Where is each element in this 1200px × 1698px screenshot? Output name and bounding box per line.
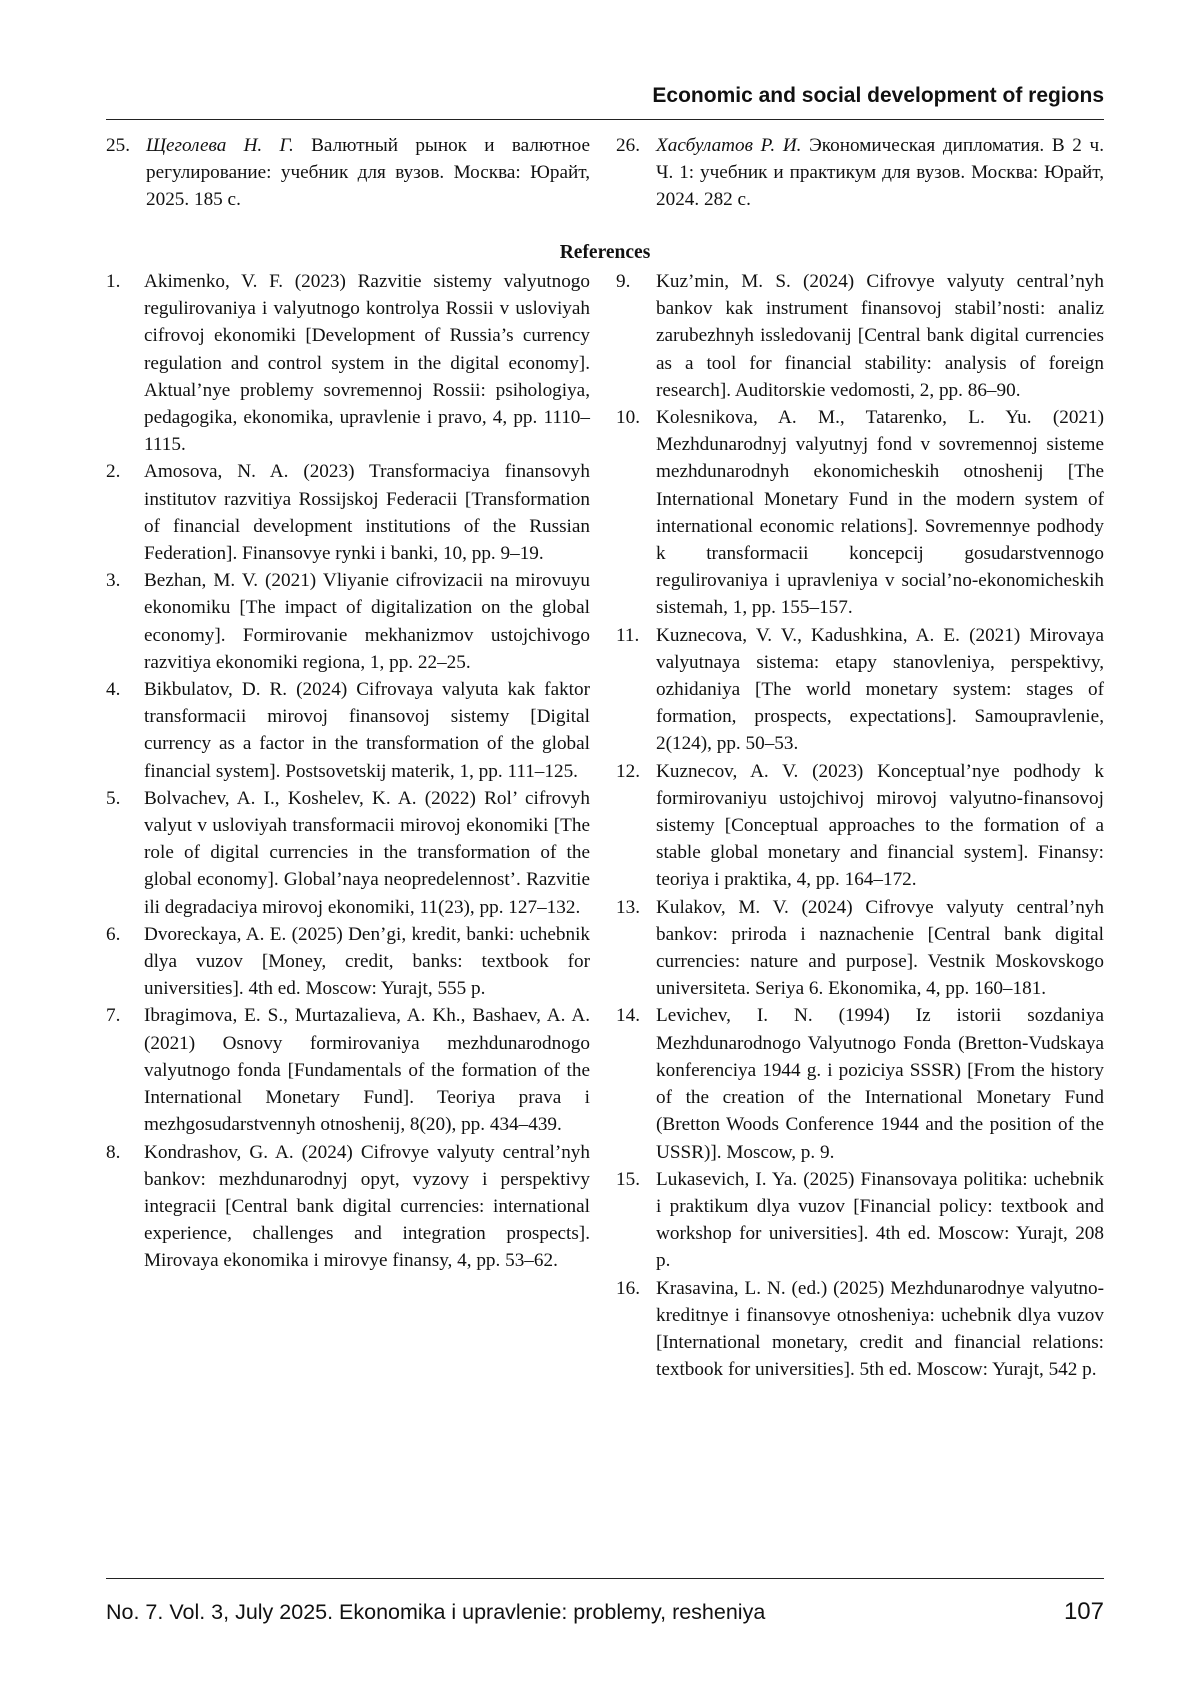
reference-item (616, 622, 1104, 758)
ref-number: 9. (616, 271, 631, 292)
ref-number: 8. (106, 1141, 121, 1163)
reference-item (106, 1139, 590, 1275)
ref-text: Kolesnikova, A. M., Tatarenko, L. Yu. (2021) Mezhdunarodnyj valyutnyj fond v sovremennoj sisteme mezhdunarodnyh ekonomicheskih otnoshenij [The International Monetary Fund in the modern system of international economic relations]. Sovremennye podhody k transformacii koncepcij gosudarstvennogo regulirovaniya i upravleniya v social’no-ekonomicheskih sistemah, 1, pp. 155–157. (656, 407, 1104, 619)
ref-number: 25. (106, 135, 130, 156)
ref-authors: Хасбулатов Р. И. (656, 135, 802, 156)
reference-item (106, 676, 590, 785)
ref-text: Kuznecova, V. V., Kadushkina, A. E. (2021) Mirovaya valyutnaya sistema: etapy stanovleniya, perspektivy, ozhidaniya [The world monetary system: stages of formation, prospects, expectations]. Samoupravlenie, 2(124), pp. 50–53. (656, 624, 1104, 755)
ref-text: Amosova, N. A. (2023) Transformaciya finansovyh institutov razvitiya Rossijskoj Federacii [Transformation of financial development institutions of the Russian Federation]. Finansovye rynki i banki, 10, pp. 9–19. (144, 461, 590, 565)
ref-text: Валютный рынок и валютное регулирование: учебник для вузов. Москва: Юрайт, 2025. 185 с. (146, 135, 590, 211)
reference-item (616, 758, 1104, 894)
header-rule (106, 119, 1104, 120)
reference-item (616, 1002, 1104, 1165)
ref-number: 4. (106, 679, 121, 701)
ref-text: Bikbulatov, D. R. (2024) Cifrovaya valyuta kak faktor transformacii mirovoj finansovoj sistemy [Digital currency as a factor in the transformation of the global financial system]. Postsovetskij materik, 1, pp. 111–125. (144, 679, 590, 782)
ref-number: 6. (106, 923, 121, 945)
page-number: 107 (1063, 1598, 1104, 1625)
ref-text: Lukasevich, I. Ya. (2025) Finansovaya politika: uchebnik i praktikum dlya vuzov [Financial policy: textbook and workshop for universities]. 4th ed. Moscow: Yurajt, 208 p. (656, 1168, 1104, 1272)
ref-text: Bezhan, M. V. (2021) Vliyanie cifrovizacii na mirovuyu ekonomiku [The impact of digitalization on the global economy]. Formirovanie mekhanizmov ustojchivogo razvitiya ekonomiki regiona, 1, pp. 22–25. (144, 570, 590, 673)
running-header: Economic and social development of regions (652, 84, 1104, 107)
reference-item (106, 458, 590, 567)
reference-item (106, 921, 590, 1003)
ref-text: Kulakov, M. V. (2024) Cifrovye valyuty central’nyh bankov: priroda i naznachenie [Central bank digital currencies: nature and purpose]. Vestnik Moskovskogo universiteta. Seriya 6. Ekonomika, 4, pp. 160–181. (656, 896, 1104, 1000)
ref-number: 3. (106, 570, 121, 592)
references-right-column (616, 268, 1104, 1383)
reference-item (106, 567, 590, 676)
ref-text: Kuznecov, A. V. (2023) Konceptual’nye podhody k formirovaniyu ustojchivoj mirovoj valyutno-finansovoj sistemy [Conceptual approaches to the formation of a stable global monetary and financial system]. Finansy: teoriya i praktika, 4, pp. 164–172. (656, 760, 1104, 891)
footer-rule (106, 1578, 1104, 1579)
ref-number: 11. (616, 624, 640, 646)
reference-item (616, 1166, 1104, 1275)
reference-item (616, 1275, 1104, 1384)
footer-citation: No. 7. Vol. 3, July 2025. Ekonomika i upravlenie: problemy, resheniya (106, 1600, 766, 1624)
ref-number: 12. (616, 760, 640, 782)
ref-text: Экономическая дипломатия. В 2 ч. Ч. 1: учебник и практикум для вузов. Москва: Юрайт, 2024. 282 с. (656, 135, 1104, 211)
reference-item (616, 404, 1104, 622)
references-heading: References (559, 242, 651, 263)
ref-number: 10. (616, 407, 640, 429)
ref-number: 7. (106, 1005, 121, 1027)
ref-number: 5. (106, 787, 121, 809)
reference-item (106, 1002, 590, 1138)
ref-text: Akimenko, V. F. (2023) Razvitie sistemy valyutnogo regulirovaniya i valyutnogo kontrolya Rossii v usloviyah cifrovoj ekonomiki [Development of Russia’s currency regulation and control system in the digital economy]. Aktual’nye problemy sovremennoj Rossii: psihologiya, pedagogika, ekonomika, upravlenie i pravo, 4, pp. 1110–1115. (144, 271, 590, 456)
ref-authors: Щеголева Н. Г. (146, 135, 294, 156)
reference-item (106, 268, 590, 458)
russian-ref-25 (106, 132, 590, 214)
references-left-column (106, 268, 590, 1275)
ref-number: 2. (106, 461, 121, 483)
ref-number: 15. (616, 1168, 640, 1190)
ref-number: 1. (106, 271, 121, 292)
ref-number: 16. (616, 1277, 640, 1299)
ref-text: Dvoreckaya, A. E. (2025) Den’gi, kredit, banki: uchebnik dlya vuzov [Money, credit, banks: textbook for universities]. 4th ed. Moscow: Yurajt, 555 p. (144, 923, 590, 1000)
ref-text: Levichev, I. N. (1994) Iz istorii sozdaniya Mezhdunarodnogo Valyutnogo Fonda (Bretton-Vudskaya konferenciya 1944 g. i poziciya SSSR) [From the history of the creation of the International Monetary Fund (Bretton Woods Conference 1944 and the position of the USSR)]. Moscow, p. 9. (656, 1005, 1104, 1163)
ref-text: Kondrashov, G. A. (2024) Cifrovye valyuty central’nyh bankov: mezhdunarodnyj opyt, vyzovy i perspektivy integracii [Central bank digital currencies: international experience, challenges and integration prospects]. Mirovaya ekonomika i mirovye finansy, 4, pp. 53–62. (144, 1141, 590, 1272)
ref-number: 13. (616, 896, 640, 918)
ref-number: 26. (616, 135, 640, 156)
reference-item (616, 268, 1104, 404)
ref-text: Bolvachev, A. I., Koshelev, K. A. (2022) Rol’ cifrovyh valyut v usloviyah transformacii mirovoj ekonomiki [The role of digital currencies in the transformation of the global economy]. Global’naya neopredelennost’. Razvitie ili degradaciya mirovoj ekonomiki, 11(23), pp. 127–132. (144, 787, 590, 918)
ref-number: 14. (616, 1005, 640, 1027)
reference-item (616, 894, 1104, 1003)
russian-ref-26 (616, 132, 1104, 214)
ref-text: Krasavina, L. N. (ed.) (2025) Mezhdunarodnye valyutno-kreditnye i finansovye otnosheniya: uchebnik dlya vuzov [International monetary, credit and financial relations: textbook for universities]. 5th ed. Moscow: Yurajt, 542 p. (656, 1277, 1104, 1381)
reference-item (106, 785, 590, 921)
ref-text: Kuz’min, M. S. (2024) Cifrovye valyuty central’nyh bankov kak instrument finansovoj stabil’nosti: analiz zarubezhnyh issledovanij [Central bank digital currencies as a tool for financial stability: analysis of foreign research]. Auditorskie vedomosti, 2, pp. 86–90. (656, 271, 1104, 401)
ref-text: Ibragimova, E. S., Murtazalieva, A. Kh., Bashaev, A. A. (2021) Osnovy formirovaniya mezhdunarodnogo valyutnogo fonda [Fundamentals of the formation of the International Monetary Fund]. Teoriya prava i mezhgosudarstvennyh otnoshenij, 8(20), pp. 434–439. (144, 1005, 590, 1136)
